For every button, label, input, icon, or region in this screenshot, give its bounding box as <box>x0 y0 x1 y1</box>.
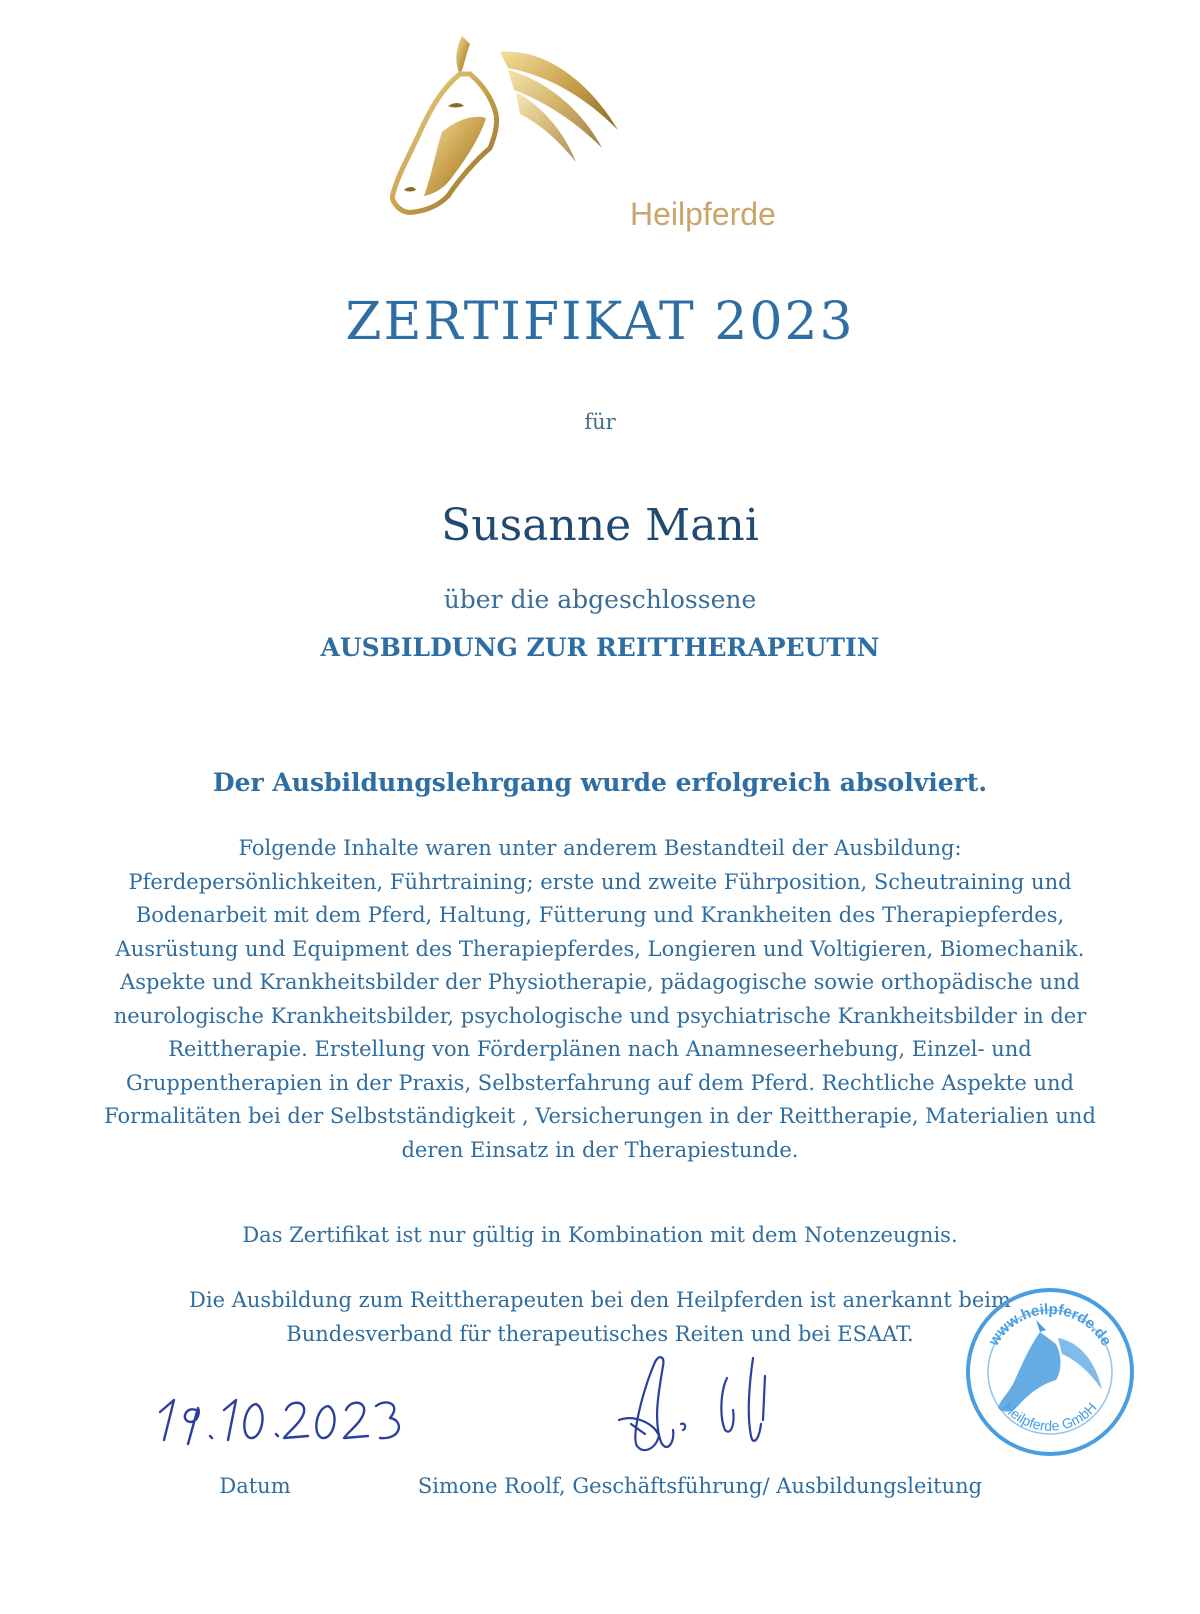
validity-note: Das Zertifikat ist nur gültig in Kombination mit dem Notenzeugnis. <box>242 1223 958 1247</box>
contents-line: Folgende Inhalte waren unter anderem Bestandteil der Ausbildung: <box>238 836 962 860</box>
stamp-bottom-text: Heilpferde GmbH <box>1000 1399 1100 1434</box>
for-label: für <box>584 410 616 434</box>
contents-line: neurologische Krankheitsbilder, psychologische und psychiatrische Krankheitsbilder in der <box>113 1003 1087 1028</box>
recipient-name: Susanne Mani <box>441 500 759 551</box>
recognition-line: Die Ausbildung zum Reittherapeuten bei den Heilpferden ist anerkannt beim <box>189 1288 1011 1312</box>
recognition-line: Bundesverband für therapeutisches Reiten und bei ESAAT. <box>286 1322 914 1346</box>
recognition-note <box>150 1283 1050 1351</box>
company-stamp <box>960 1282 1140 1462</box>
success-statement: Der Ausbildungslehrgang wurde erfolgreich absolviert. <box>212 768 988 797</box>
signature <box>615 1350 805 1470</box>
signer-label: Simone Roolf, Geschäftsführung/ Ausbildungsleitung <box>417 1474 983 1498</box>
brand-name: Heilpferde <box>630 196 776 232</box>
contents-line: Ausrüstung und Equipment des Therapiepferdes, Longieren und Voltigieren, Biomechanik. <box>115 936 1085 961</box>
date-label: Datum <box>219 1474 291 1498</box>
contents-line: Gruppentherapien in der Praxis, Selbsterfahrung auf dem Pferd. Rechtliche Aspekte und <box>126 1070 1074 1095</box>
svg-text:Heilpferde GmbH <box>1000 1399 1099 1434</box>
contents-line: Reittherapie. Erstellung von Förderplänen nach Anamneseerhebung, Einzel- und <box>168 1037 1032 1061</box>
contents-line: Bodenarbeit mit dem Pferd, Haltung, Fütterung und Krankheiten des Therapiepferdes, <box>135 903 1065 927</box>
contents-line: Formalitäten bei der Selbstständigkeit , Versicherungen in der Reittherapie, Materialien und <box>104 1104 1096 1128</box>
horse-head-icon <box>390 28 630 218</box>
training-contents <box>100 832 1100 1167</box>
contents-line: deren Einsatz in der Therapiestunde. <box>401 1137 799 1162</box>
contents-line: Pferdepersönlichkeiten, Führtraining; erste und zweite Führposition, Scheutraining und <box>128 869 1072 894</box>
contents-line: Aspekte und Krankheitsbilder der Physiotherapie, pädagogische sowie orthopädische und <box>120 970 1080 994</box>
course-title: AUSBILDUNG ZUR REITTHERAPEUTIN <box>320 633 880 662</box>
handwritten-date <box>150 1384 410 1454</box>
stamp-top-text: www.heilpferde.de <box>985 1300 1115 1349</box>
about-label: über die abgeschlossene <box>443 585 757 614</box>
horse-head-icon <box>998 1320 1102 1412</box>
certificate-title: ZERTIFIKAT 2023 <box>345 292 855 352</box>
